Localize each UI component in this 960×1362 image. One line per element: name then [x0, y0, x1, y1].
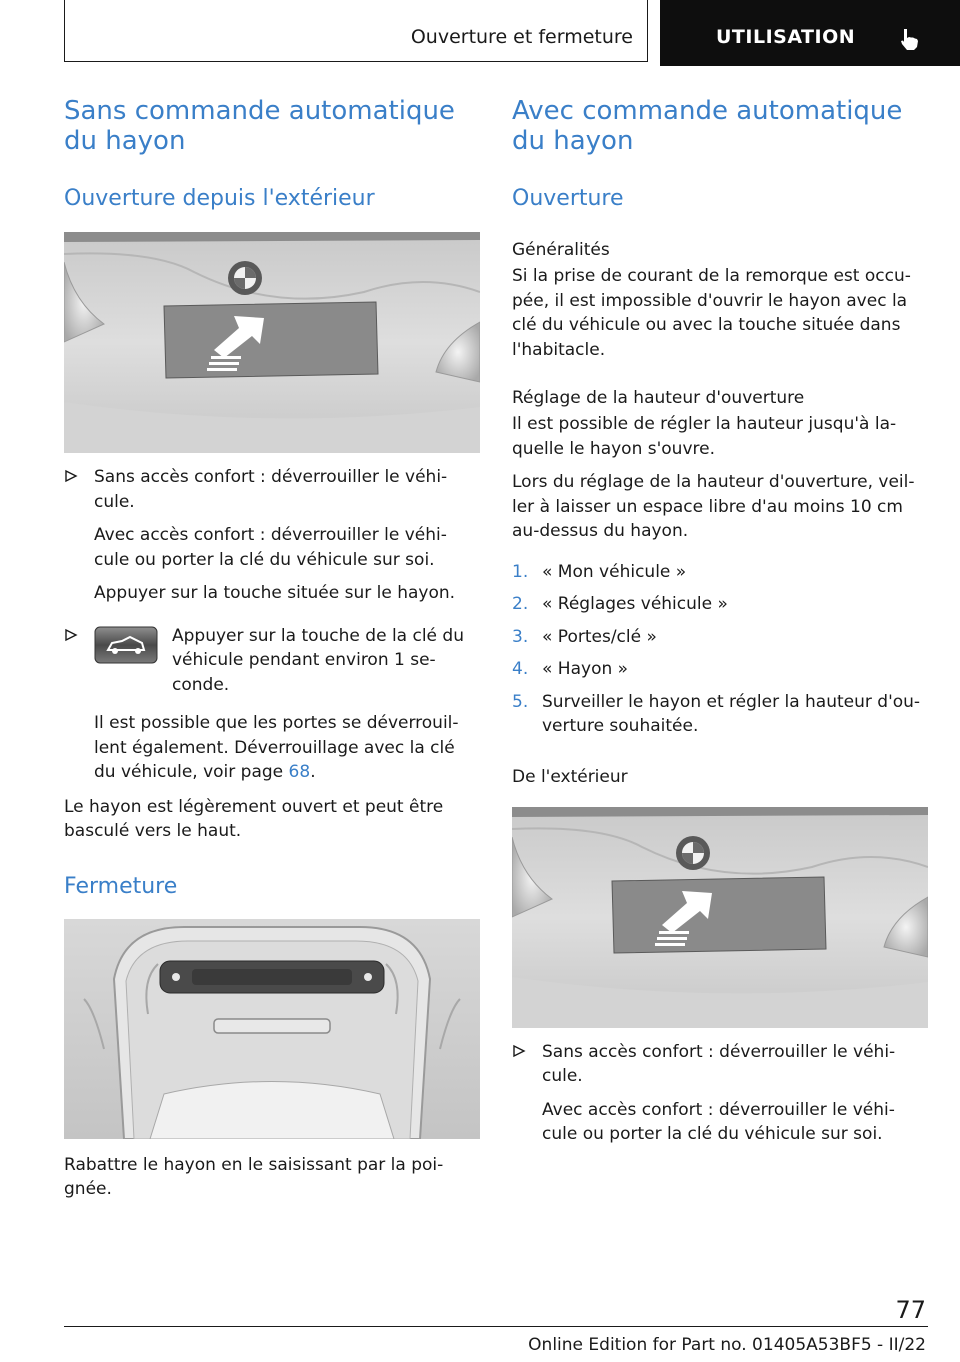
paragraph: Sans accès confort : déverrouiller le véhi-cule.	[542, 1041, 896, 1086]
note-text: Il est possible que les portes se déverrouil-lent également. Déverrouillage avec la clé du véhicule, voir page	[94, 713, 459, 782]
step-number: 3.	[512, 626, 529, 647]
paragraph: Avec accès confort : déverrouiller le véhi-cule ou porter la clé du véhicule sur soi.	[94, 525, 447, 570]
step-text: « Mon véhicule »	[542, 561, 687, 582]
paragraph: Appuyer sur la touche située sur le hayon.	[94, 583, 456, 603]
step-text: « Réglages véhicule »	[542, 594, 728, 614]
triangle-bullet-icon	[512, 1044, 526, 1058]
paragraph	[94, 711, 480, 785]
triangle-bullet-icon	[64, 628, 78, 642]
tailgate-interior-illustration	[64, 919, 480, 1139]
footer-divider	[64, 1326, 928, 1327]
section-title: Ouverture et fermeture	[410, 26, 633, 48]
chapter-title: UTILISATION	[716, 26, 856, 48]
opening-steps-list	[64, 465, 480, 785]
car-trunk-key-button-icon	[94, 626, 158, 664]
list-item	[64, 624, 480, 785]
paragraph: Rabattre le hayon en le saisissant par la poi-gnée.	[64, 1154, 444, 1199]
list-item	[512, 657, 928, 682]
page-reference-link[interactable]: 68	[288, 762, 311, 782]
paragraph: Si la prise de courant de la remorque est occu-pée, il est impossible d'ouvrir le hayon avec la clé du véhicule ou avec la touche située dans l'habitacle.	[512, 266, 911, 360]
tailgate-exterior-illustration	[512, 807, 928, 1028]
paragraph: Le hayon est légèrement ouvert et peut être basculé vers le haut.	[64, 796, 444, 841]
subheading-general: Généralités	[512, 240, 610, 260]
edition-footer: Online Edition for Part no. 01405A53BF5 - II/22	[528, 1335, 926, 1355]
page-header	[0, 0, 960, 66]
list-item	[64, 465, 480, 606]
step-number: 5.	[512, 691, 529, 712]
chapter-tab	[660, 0, 960, 66]
tailgate-exterior-illustration	[64, 232, 480, 453]
left-column	[64, 96, 480, 1202]
paragraph: Il est possible de régler la hauteur jusqu'à la-quelle le hayon s'ouvre.	[512, 414, 897, 459]
outside-steps-list	[512, 1040, 928, 1147]
right-column	[512, 96, 928, 1147]
list-item	[512, 592, 928, 617]
heading-opening-from-outside: Ouverture depuis l'extérieur	[64, 186, 375, 211]
subheading-from-outside: De l'extérieur	[512, 766, 628, 787]
list-item	[512, 690, 928, 739]
section-heading-with-automatic: Avec commande automatique du hayon	[512, 96, 903, 156]
list-item	[512, 1040, 928, 1147]
list-item	[512, 560, 928, 585]
list-item	[512, 625, 928, 650]
paragraph: Sans accès confort : déverrouiller le véhi-cule.	[94, 467, 448, 512]
step-number: 1.	[512, 561, 529, 582]
page-number: 77	[895, 1296, 926, 1324]
paragraph: Lors du réglage de la hauteur d'ouverture, veil-ler à laisser un espace libre d'au moins 10 cm au-dessus du hayon.	[512, 472, 915, 541]
step-text: « Portes/clé »	[542, 626, 657, 647]
subheading-opening-height: Réglage de la hauteur d'ouverture	[512, 388, 805, 408]
note-text-end: .	[310, 762, 316, 782]
step-number: 2.	[512, 594, 529, 614]
section-heading-without-automatic: Sans commande automatique du hayon	[64, 96, 455, 156]
step-text: Surveiller le hayon et régler la hauteur d'ou-verture souhaitée.	[542, 691, 921, 736]
heading-closing: Fermeture	[64, 873, 178, 899]
triangle-bullet-icon	[64, 469, 78, 483]
section-title-box	[64, 0, 648, 62]
paragraph: Appuyer sur la touche de la clé du véhicule pendant environ 1 se-conde.	[172, 625, 464, 695]
menu-steps-list	[512, 560, 928, 739]
step-text: « Hayon »	[542, 659, 629, 679]
pointing-hand-icon	[898, 27, 922, 51]
step-number: 4.	[512, 659, 529, 679]
paragraph: Avec accès confort : déverrouiller le véhi-cule ou porter la clé du véhicule sur soi.	[542, 1099, 895, 1144]
heading-opening: Ouverture	[512, 186, 624, 211]
